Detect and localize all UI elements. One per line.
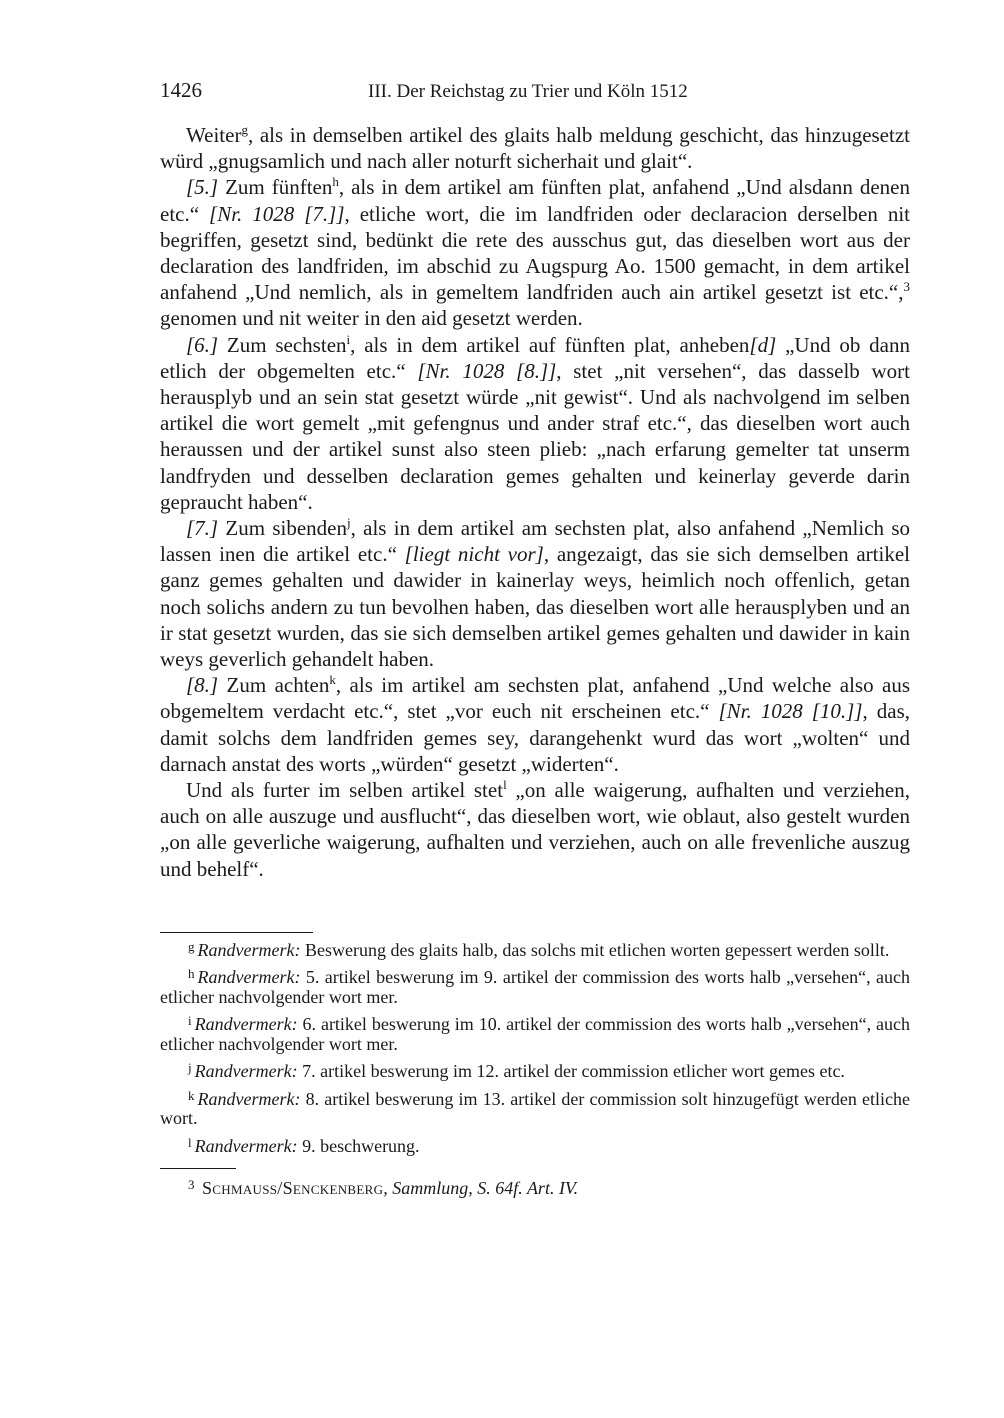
paragraph-7: [7.] Zum sibenden$^j$, als in dem artikel am sechsten plat, also anfahend „Nemlich so lassen inen die artikel etc.“ [liegt nicht vor], angezaigt, das sie sich demselben artikel ganz gemes gehalten und dawider in kainerlay weys, heimlich noch offenlich, getan noch solichs andern zu tun bevolhen haben, das dieselben wort alle herausplyben und an ir stat gesetzt wurden, das sie sich demselben artikel gemes gehalten und dawider in kain weys geverlich gehandelt haben. xyxy=(160,515,910,672)
note-ref-j: j xyxy=(346,515,351,531)
page xyxy=(160,78,910,1199)
running-header xyxy=(160,78,910,108)
marginal-note-h: $^h$ Randvermerk: 5. artikel beswerung im 9. artikel der commission des worts halb „versehen“, auch etlicher nachvolgender wort mer. xyxy=(160,966,910,1007)
footnote-ref-3: 3 xyxy=(903,279,910,295)
marginal-note-k: $^k$ Randvermerk: 8. artikel beswerung im 13. artikel der commission solt hinzugefügt werden etliche wort. xyxy=(160,1087,910,1129)
footnotes xyxy=(160,1175,910,1199)
footnote-title: , Sammlung, S. 64f. Art. IV. xyxy=(383,1178,579,1199)
main-text xyxy=(160,122,910,882)
emendation: [d] xyxy=(749,332,777,357)
marginal-note-j: $^j$ Randvermerk: 7. artikel beswerung im 12. artikel der commission etlicher wort gemes etc. xyxy=(188,1060,845,1082)
marginal-note-i: $^i$ Randvermerk: 6. artikel beswerung im 10. artikel der commission des worts halb „versehen“, auch etlicher nachvolgender wort mer. xyxy=(160,1013,910,1054)
notes-divider xyxy=(160,932,313,933)
note-ref-k: k xyxy=(329,672,336,688)
footnotes-divider xyxy=(160,1168,236,1169)
paragraph-und-als-furter: Und als furter im selben artikel stet$^l$ „on alle waigerung, aufhalten und verziehen, auch on alle auszuge und ausflucht“, das dieselben wort, wie oblaut, also gestelt wurden „on alle geverliche waigerung, aufhalten und verziehen, auch on alle frevenliche auszug und behelf“. xyxy=(160,777,910,881)
note-ref-h: h xyxy=(332,174,339,190)
article-number-6: [6.] xyxy=(186,332,219,357)
footnote-author: Schmauss/Senckenberg xyxy=(202,1178,384,1199)
marginal-notes xyxy=(160,937,910,1157)
paragraph-weiter: Weiter$^g$, als in demselben artikel des glaits halb meldung geschicht, das hinzugesetzt würd „gnugsamlich und nach aller noturft sicherhait und glait“. xyxy=(160,122,910,174)
cross-reference: [Nr. 1028 [7.]] xyxy=(209,201,345,226)
cross-reference: [Nr. 1028 [10.]] xyxy=(718,699,863,724)
marginal-note-g: $^g$ Randvermerk: Beswerung des glaits halb, das solchs mit etlichen worten gepessert werden sollt. xyxy=(188,938,890,960)
marginal-note-l: $^l$ Randvermerk: 9. beschwerung. xyxy=(188,1134,420,1156)
note-ref-g: g xyxy=(241,122,248,137)
note-ref-l: l xyxy=(503,777,507,793)
paragraph-5: [5.] Zum fünften$^h$, als in dem artikel am fünften plat, anfahend „Und alsdann denen etc.“ [Nr. 1028 [7.]], etliche wort, die im landfriden oder declaracion derselben nit begriffen, gesetzt sind, bedünkt die rete des ausschus gut, das dieselben wort aus der declaration des landfriden, im abschid zu Augspurg Ao. 1500 gemacht, in dem artikel anfahend „Und nemlich, als in gemeltem landfriden auch ain artikel gesetzt ist etc.“,$^3$ genomen und nit weiter in den aid gesetzt werden. xyxy=(160,174,910,331)
page-number: 1426 xyxy=(160,78,202,102)
paragraph-8: [8.] Zum achten$^k$, als im artikel am sechsten plat, anfahend „Und welche also aus obgemeltem verdacht etc.“, stet „vor euch nit erscheinen etc.“ [Nr. 1028 [10.]], das, damit solchs dem landfriden gemes sey, darangehenkt wurd das wort „wolten“ und darnach anstat des worts „würden“ gesetzt „widerten“. xyxy=(160,672,910,776)
footnote-3: $^3$ Schmauss/Senckenberg, Sammlung, S. 64f. Art. IV. xyxy=(188,1177,579,1199)
editorial-note: [liegt nicht vor] xyxy=(404,542,544,567)
note-ref-i: i xyxy=(346,331,351,347)
article-number-5: [5.] xyxy=(186,175,219,200)
article-number-7: [7.] xyxy=(186,516,219,541)
running-title: III. Der Reichstag zu Trier und Köln 1512 xyxy=(368,81,688,102)
cross-reference: [Nr. 1028 [8.]] xyxy=(417,358,557,383)
paragraph-6: [6.] Zum sechsten$^i$, als in dem artikel auf fünften plat, anheben[d] „Und ob dann etlich der obgemelten etc.“ [Nr. 1028 [8.]], stet „nit versehen“, das dasselb wort herausplyb und an sein stat gesetzt würde „nit gewist“. Und als nachvolgend im selben artikel die wort gemelt „mit gefengnus und ander straf etc.“, das dieselben wort auch heraussen und der artikel sunst also steen plieb: „nach erfarung gemelter tat unserm landfryden und desselben declaration gemes gehalten und keinerlay geverde darin gepraucht haben“. xyxy=(160,331,910,514)
article-number-8: [8.] xyxy=(186,673,219,698)
